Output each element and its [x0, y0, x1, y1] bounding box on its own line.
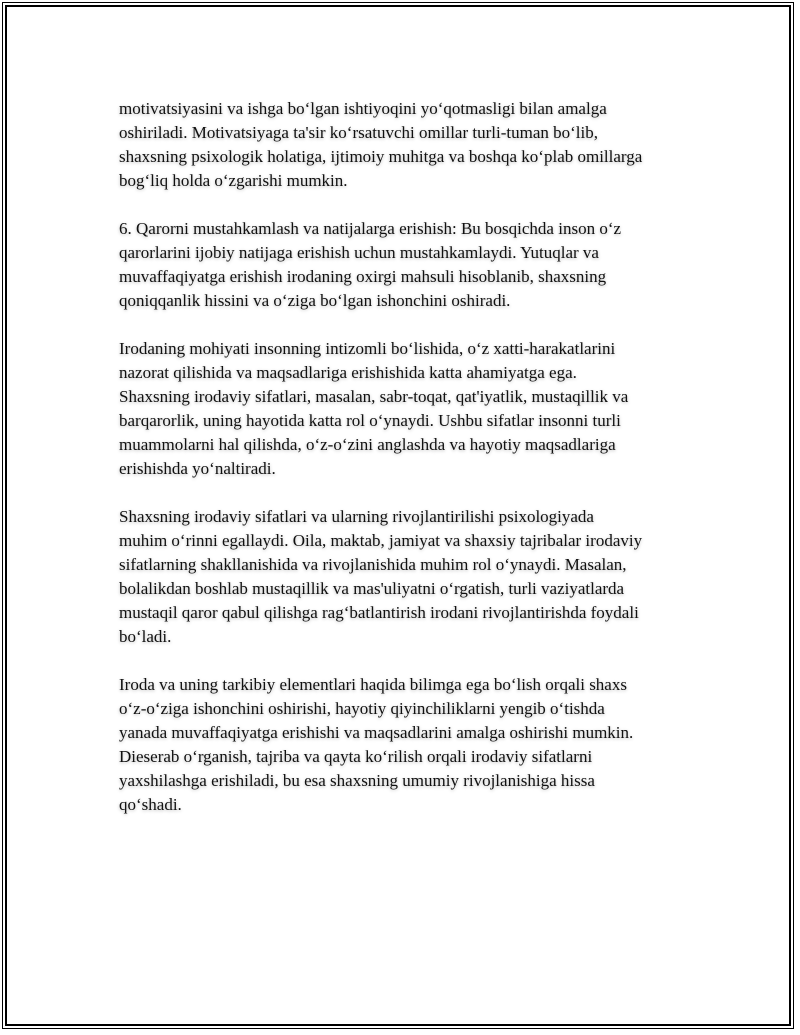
paragraph-will-development: Shaxsning irodaviy sifatlari va ularning rivojlantirilishi psixologiyada muhim oʻrinni egallaydi. Oila, maktab, jamiyat va shaxsiy tajribalar irodaviy sifatlarning shakllanishida va rivojlanishida muhim rol oʻynaydi. Masalan, bolalikdan boshlab mustaqillik va mas'uliyatni oʻrgatish, turli vaziyatlarda mustaqil qaror qabul qilishga ragʻbatlantirish irodani rivojlantirishda foydali boʻladi.	[119, 507, 643, 646]
paragraph-decision-reinforcement: 6. Qarorni mustahkamlash va natijalarga erishish: Bu bosqichda inson oʻz qarorlarini ijobiy natijaga erishish uchun mustahkamlaydi. Yutuqlar va muvaffaqiyatga erishish irodaning oxirgi mahsuli hisoblanib, shaxsning qoniqqanlik hissini va oʻziga boʻlgan ishonchini oshiradi.	[119, 219, 622, 310]
document-body	[119, 97, 709, 841]
paragraph-motivation: motivatsiyasini va ishga boʻlgan ishtiyoqini yoʻqotmasligi bilan amalga oshiriladi. Motivatsiyaga ta'sir koʻrsatuvchi omillar turli-tuman boʻlib, shaxsning psixologik holatiga, ijtimoiy muhitga va boshqa koʻplab omillarga bogʻliq holda oʻzgarishi mumkin.	[119, 99, 643, 190]
page-frame	[5, 5, 791, 1026]
paragraph-will-essence: Irodaning mohiyati insonning intizomli boʻlishida, oʻz xatti-harakatlarini nazorat qilishida va maqsadlariga erishishida katta ahamiyatga ega. Shaxsning irodaviy sifatlari, masalan, sabr-toqat, qat'iyatlik, mustaqillik va barqarorlik, uning hayotida katta rol oʻynaydi. Ushbu sifatlar insonni turli muammolarni hal qilishda, oʻz-oʻzini anglashda va hayotiy maqsadlariga erishishda yoʻnaltiradi.	[119, 339, 629, 478]
paragraph-conclusion: Iroda va uning tarkibiy elementlari haqida bilimga ega boʻlish orqali shaxs oʻz-oʻziga ishonchini oshirishi, hayotiy qiyinchiliklarni yengib oʻtishda yanada muvaffaqiyatga erishishi va maqsadlarini amalga oshirishi mumkin. Dieserab oʻrganish, tajriba va qayta koʻrilish orqali irodaviy sifatlarni yaxshilashga erishiladi, bu esa shaxsning umumiy rivojlanishiga hissa qoʻshadi.	[119, 675, 634, 814]
